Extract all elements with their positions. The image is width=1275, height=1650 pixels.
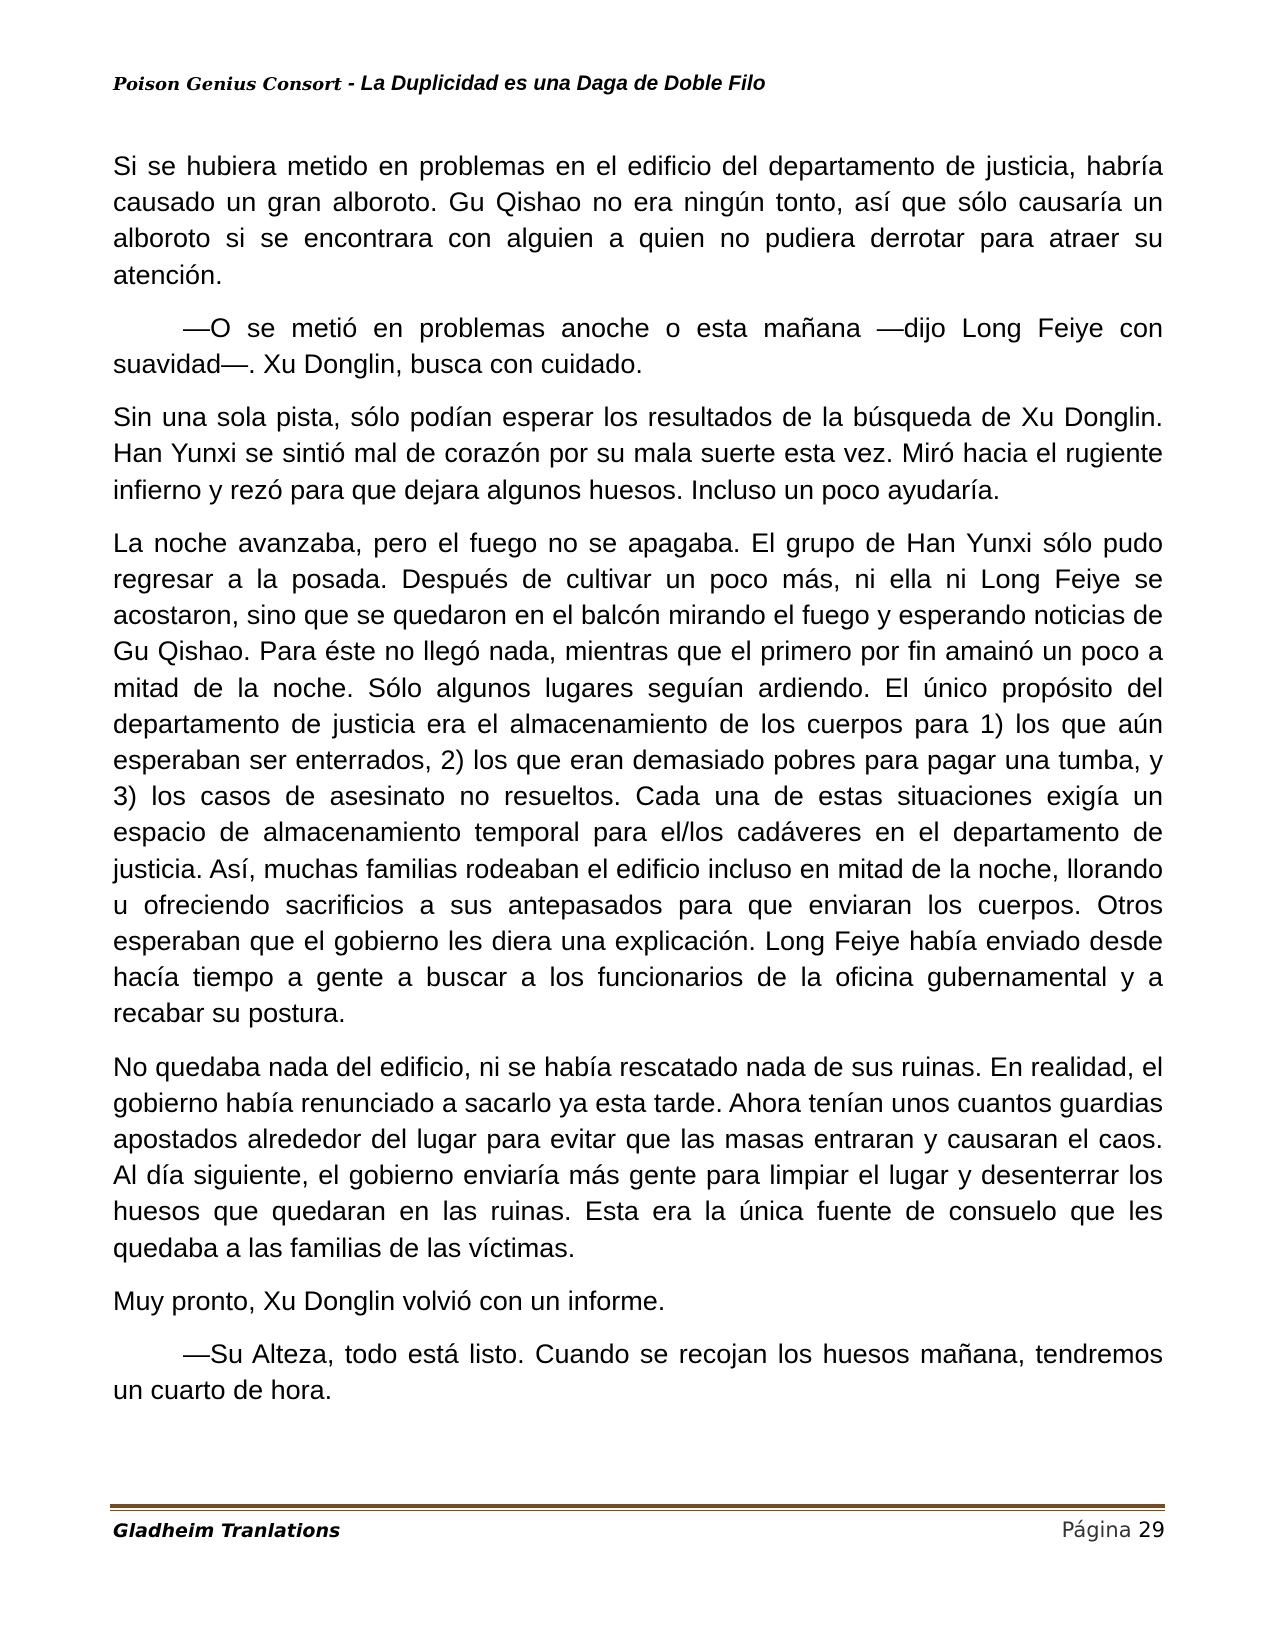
footer-divider [110,1504,1165,1512]
page-label: Página [1061,1518,1132,1542]
paragraph: Si se hubiera metido en problemas en el edificio del departamento de justicia, habría causado un gran alboroto. Gu Qishao no era ningún tonto, así que sólo causaría un alboroto si se encontrara con alguien a quien no pudiera derrotar para atraer su atención. [113,151,1163,290]
chapter-title: La Duplicidad es una Daga de Doble Filo [360,72,766,95]
page-number: 29 [1138,1518,1165,1542]
paragraph: No quedaba nada del edificio, ni se había rescatado nada de sus ruinas. En realidad, el gobierno había renunciado a sacarlo ya esta tarde. Ahora tenían unos cuantos guardias apostados alrededor del lugar para evitar que las masas entraran y causaran el caos. Al día siguiente, el gobierno enviaría más gente para limpiar el lugar y desenterrar los huesos que quedaran en las ruinas. Esta era la única fuente de consuelo que les quedaba a las familias de las víctimas. [113,1051,1163,1263]
page-indicator [1062,1518,1165,1542]
paragraph: Muy pronto, Xu Donglin volvió con un informe. [113,1285,666,1316]
dialog-paragraph: —O se metió en problemas anoche o esta mañana —dijo Long Feiye con suavidad—. Xu Donglin, busca con cuidado. [113,312,1163,380]
footer-divider-thin [110,1510,1165,1511]
footer-divider-thick [110,1504,1165,1508]
page-body [113,148,1163,1426]
publisher-name: Gladheim Tranlations [113,1520,341,1542]
paragraph: Sin una sola pista, sólo podían esperar los resultados de la búsqueda de Xu Donglin. Han Yunxi se sintió mal de corazón por su mala suerte esta vez. Miró hacia el rugiente infierno y rezó para que dejara algunos huesos. Incluso un poco ayudaría. [113,402,1163,505]
paragraph: La noche avanzaba, pero el fuego no se apagaba. El grupo de Han Yunxi sólo pudo regresar a la posada. Después de cultivar un poco más, ni ella ni Long Feiye se acostaron, sino que se quedaron en el balcón mirando el fuego y esperando noticias de Gu Qishao. Para éste no llegó nada, mientras que el primero por fin amainó un poco a mitad de la noche. Sólo algunos lugares seguían ardiendo. El único propósito del departamento de justicia era el almacenamiento de los cuerpos para 1) los que aún esperaban ser enterrados, 2) los que eran demasiado pobres para pagar una tumba, y 3) los casos de asesinato no resueltos. Cada una de estas situaciones exigía un espacio de almacenamiento temporal para el/los cadáveres en el departamento de justicia. Así, muchas familias rodeaban el edificio incluso en mitad de la noche, llorando u ofreciendo sacrificios a sus antepasados para que enviaran los cuerpos. Otros esperaban que el gobierno les diera una explicación. Long Feiye había enviado desde hacía tiempo a gente a buscar a los funcionarios de la oficina gubernamental y a recabar su postura. [113,527,1163,1029]
header-separator: - [341,72,361,95]
page-header [113,72,766,96]
dialog-paragraph: —Su Alteza, todo está listo. Cuando se recojan los huesos mañana, tendremos un cuarto de hora. [113,1339,1163,1406]
series-title: Poison Genius Consort [113,74,342,95]
